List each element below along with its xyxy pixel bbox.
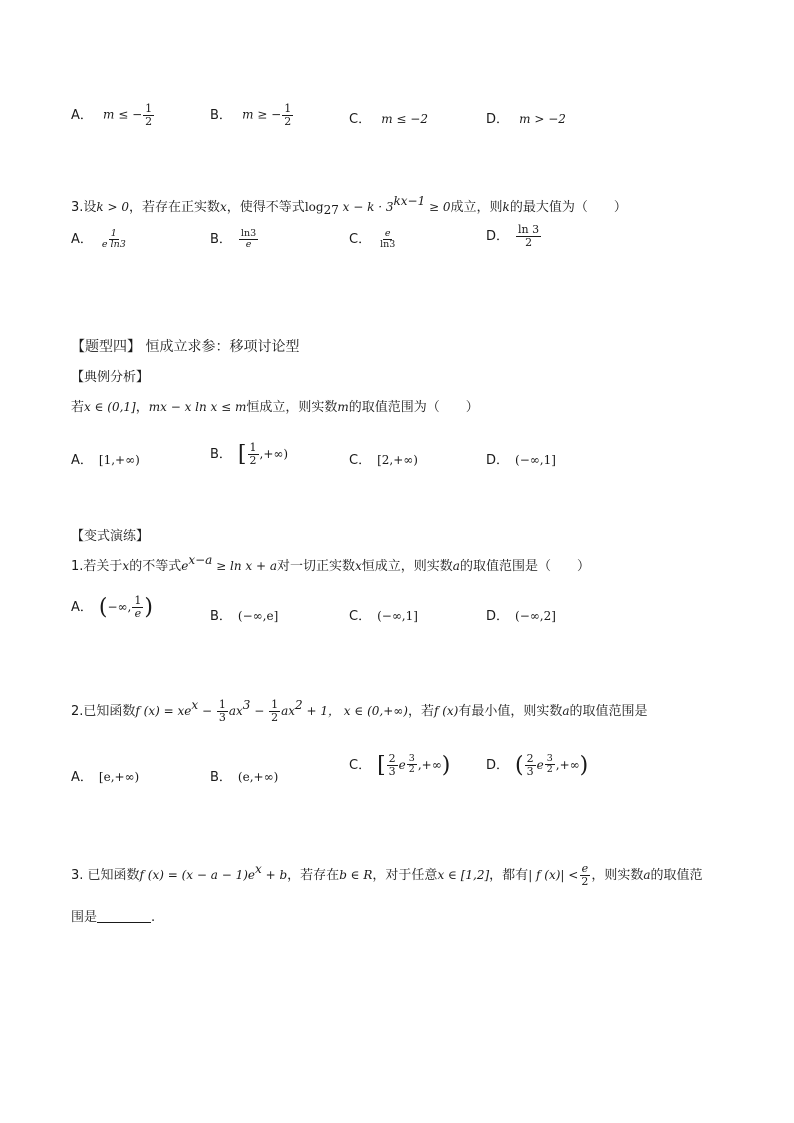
denominator: e [245, 239, 252, 250]
option-value: (e,+∞) [237, 770, 279, 784]
q3-text: 的最大值为（ ） [509, 200, 627, 215]
question-text: 有最小值，则实数 [458, 704, 563, 719]
a-variable: a [452, 559, 460, 573]
example-option-a[interactable] [71, 449, 140, 468]
numerator: 1 [249, 441, 257, 455]
option-value: (−∞,e] [237, 609, 279, 623]
function-def: f (x) = (x − a − 1)e [139, 868, 256, 882]
option-value: [1,+∞) [98, 453, 140, 467]
q3-text: ，使得不等式 [226, 200, 305, 215]
minus: − [250, 704, 269, 718]
denominator: 2 [145, 114, 153, 128]
k-variable: k [502, 200, 510, 214]
practice-q1 [71, 553, 590, 574]
question-text: ，若 [407, 704, 434, 719]
question-text: ， [135, 400, 149, 415]
numerator: 1 [218, 698, 226, 712]
ax-term: ax [228, 704, 243, 718]
q3-option-c[interactable] [349, 228, 398, 250]
x-variable: x [220, 200, 227, 214]
abs-inequality: | f (x)| < [528, 868, 579, 882]
option-value: (−∞,1] [377, 609, 418, 623]
k-condition: k > 0 [96, 200, 129, 214]
fraction [269, 699, 280, 723]
option-label: D． [486, 453, 510, 468]
option-label: B． [210, 609, 232, 624]
q3-text: ，若存在正实数 [129, 200, 221, 215]
option-label: D． [486, 758, 510, 773]
question-text: 的取值范围是（ ） [459, 559, 590, 574]
option-c-text: m ≤ −2 [381, 112, 428, 126]
option-label: C． [349, 112, 372, 127]
fraction [100, 229, 128, 250]
option-label: B． [210, 232, 232, 247]
question-text: ，都有 [489, 868, 529, 883]
q3-text: 成立，则 [450, 200, 503, 215]
numerator: 2 [526, 752, 534, 766]
bracket: [ [377, 753, 386, 778]
inequality-rest: ≥ ln x + a [212, 559, 277, 573]
ax-term: ax [281, 704, 295, 718]
numerator: 1 [145, 102, 153, 115]
practice-q3 [71, 862, 703, 888]
practice-q3-line2 [71, 906, 155, 925]
question-text: 的取值范围是 [569, 704, 648, 719]
fraction-exponent [545, 754, 555, 775]
minus: − [198, 704, 216, 718]
example-heading: 【典例分析】 [71, 370, 150, 385]
example-option-c[interactable] [349, 449, 418, 468]
practice-q2-option-b[interactable] [210, 766, 278, 785]
question-text: ，则实数 [591, 868, 644, 883]
numerator: ln3 [240, 228, 257, 240]
option-value: (−∞,1] [515, 453, 556, 467]
option-value: ,+∞ [417, 758, 442, 772]
function-def: f (x) = xe [135, 704, 192, 718]
fraction [378, 229, 397, 250]
exponent: x−a [188, 553, 213, 567]
q2-option-b[interactable] [210, 103, 294, 127]
q3-prefix: 3.设 [71, 200, 97, 215]
bracket: [ [237, 442, 247, 467]
numerator: 2 [388, 752, 396, 766]
paren: ( [515, 753, 524, 778]
option-value: [e,+∞) [98, 770, 140, 784]
fraction [387, 753, 398, 777]
question-text: ，若存在 [287, 868, 340, 883]
denominator: 2 [546, 763, 553, 775]
denominator: 2 [271, 711, 279, 724]
option-label: A． [71, 453, 93, 468]
period: . [151, 910, 156, 925]
option-value: [2,+∞) [377, 453, 418, 467]
denominator: 2 [408, 763, 415, 775]
paren: ) [579, 753, 589, 778]
practice-q1-option-a[interactable] [71, 595, 153, 620]
option-label: B． [210, 447, 232, 462]
question-text: 若 [71, 400, 85, 415]
example-question [71, 396, 479, 415]
denominator: 3 [218, 711, 226, 724]
q2-option-c[interactable] [349, 108, 428, 127]
x-condition: x ∈ [1,2] [437, 868, 490, 882]
answer-blank[interactable] [97, 910, 151, 923]
denominator: ln3 [380, 239, 396, 250]
numerator: 1 [271, 698, 279, 712]
fraction [516, 224, 541, 248]
option-label: D． [486, 112, 510, 127]
q3-option-a[interactable] [71, 228, 129, 250]
paren: ( [98, 595, 108, 620]
option-label: D． [486, 609, 510, 624]
question-text: 恒成立，则实数 [361, 559, 453, 574]
practice-q2 [71, 698, 648, 724]
denominator: 2 [581, 875, 589, 888]
fraction [282, 103, 293, 127]
e-base: e [398, 758, 406, 772]
practice-q1-option-b[interactable] [210, 605, 278, 624]
denominator: 2 [284, 114, 292, 128]
question-text: 2.已知函数 [71, 704, 136, 719]
example-option-d[interactable] [486, 449, 556, 468]
exponent: 3 [242, 698, 251, 712]
question-text: 3. 已知函数 [71, 868, 140, 883]
question-text: 的取值范 [650, 868, 703, 883]
fraction [248, 442, 259, 466]
exponent: kx−1 [393, 194, 426, 208]
numerator: 1 [284, 102, 292, 115]
numerator: 1 [134, 594, 142, 608]
x-variable: x [354, 559, 362, 573]
constant: + 1 [302, 704, 328, 718]
fraction [579, 863, 590, 887]
option-label: A． [71, 770, 93, 785]
option-label: A． [71, 600, 93, 615]
exp-base: e [181, 559, 189, 573]
practice-q2-option-c[interactable] [349, 753, 450, 778]
e-base: e [536, 758, 544, 772]
option-label: A． [71, 107, 93, 123]
question-text: 1.若关于 [71, 559, 123, 574]
practice-heading: 【变式演练】 [71, 529, 150, 544]
option-label: C． [349, 232, 372, 247]
log-base: 27 [323, 203, 339, 217]
question-text: 对一切正实数 [276, 559, 355, 574]
fraction [143, 103, 154, 127]
question-text: 的不等式 [129, 559, 182, 574]
q2-option-a[interactable] [71, 103, 155, 127]
question-text: 围是 [71, 910, 98, 925]
denominator: 3 [388, 765, 396, 778]
option-value: (−∞,2] [515, 609, 556, 623]
fraction [132, 595, 143, 619]
denominator: 2 [249, 454, 257, 467]
ge-zero: ≥ 0 [425, 200, 451, 214]
denominator: e [134, 607, 142, 620]
fraction-exponent [407, 754, 417, 775]
denominator: e ln3 [101, 239, 126, 250]
option-value: ,+∞ [555, 758, 580, 772]
practice-q2-option-a[interactable] [71, 766, 139, 785]
fx: f (x) [433, 704, 459, 718]
a-variable: a [643, 868, 651, 882]
numerator: ln 3 [518, 223, 540, 236]
numerator: 3 [546, 753, 553, 764]
denominator: 2 [525, 235, 533, 249]
fraction [525, 753, 536, 777]
q3-option-d[interactable] [486, 224, 542, 248]
option-d-text: m > −2 [519, 112, 566, 126]
plus-b: + b [261, 868, 288, 882]
question-text: ，对于任意 [372, 868, 438, 883]
neg-inf: −∞, [107, 600, 132, 614]
option-a-lhs: m ≤ − [103, 107, 143, 122]
option-value: ,+∞) [259, 447, 289, 461]
numerator: 3 [408, 753, 415, 764]
fraction [217, 699, 228, 723]
option-label: B． [210, 770, 232, 785]
x-variable: x [122, 559, 130, 573]
numerator: e [384, 228, 391, 240]
fraction [239, 229, 258, 250]
example-option-b[interactable] [210, 442, 288, 467]
option-label: B． [210, 107, 232, 123]
q3-option-b[interactable] [210, 228, 259, 250]
inequality-rest: x − k · 3 [338, 200, 394, 214]
option-label: A． [71, 232, 93, 247]
domain-condition: x ∈ (0,1] [84, 400, 136, 414]
m-variable: m [337, 400, 349, 414]
option-label: C． [349, 453, 372, 468]
inequality: mx − x ln x ≤ m [148, 400, 247, 414]
q3-stem [71, 194, 627, 217]
section-title: 【题型四】 恒成立求参：移项讨论型 [71, 339, 300, 355]
option-b-lhs: m ≥ − [242, 107, 282, 122]
exponent: x [191, 698, 199, 712]
numerator: 1 [110, 228, 117, 240]
option-label: C． [349, 758, 372, 773]
practice-q1-option-c[interactable] [349, 605, 418, 624]
exponent: x [255, 862, 262, 876]
practice-q1-option-d[interactable] [486, 605, 556, 624]
question-text: 的取值范围为（ ） [348, 400, 479, 415]
paren: ) [144, 595, 153, 620]
domain: ， x ∈ (0,+∞) [327, 704, 408, 718]
option-label: C． [349, 609, 372, 624]
paren: ) [441, 753, 451, 778]
exponent: 2 [295, 698, 303, 712]
q2-option-d[interactable] [486, 108, 566, 127]
option-label: D． [486, 228, 510, 244]
log-function: log [304, 200, 324, 214]
denominator: 3 [526, 765, 534, 778]
numerator: e [581, 862, 589, 876]
question-text: 恒成立，则实数 [246, 400, 338, 415]
b-condition: b ∈ R [339, 868, 373, 882]
practice-q2-option-d[interactable] [486, 753, 588, 778]
a-variable: a [562, 704, 570, 718]
